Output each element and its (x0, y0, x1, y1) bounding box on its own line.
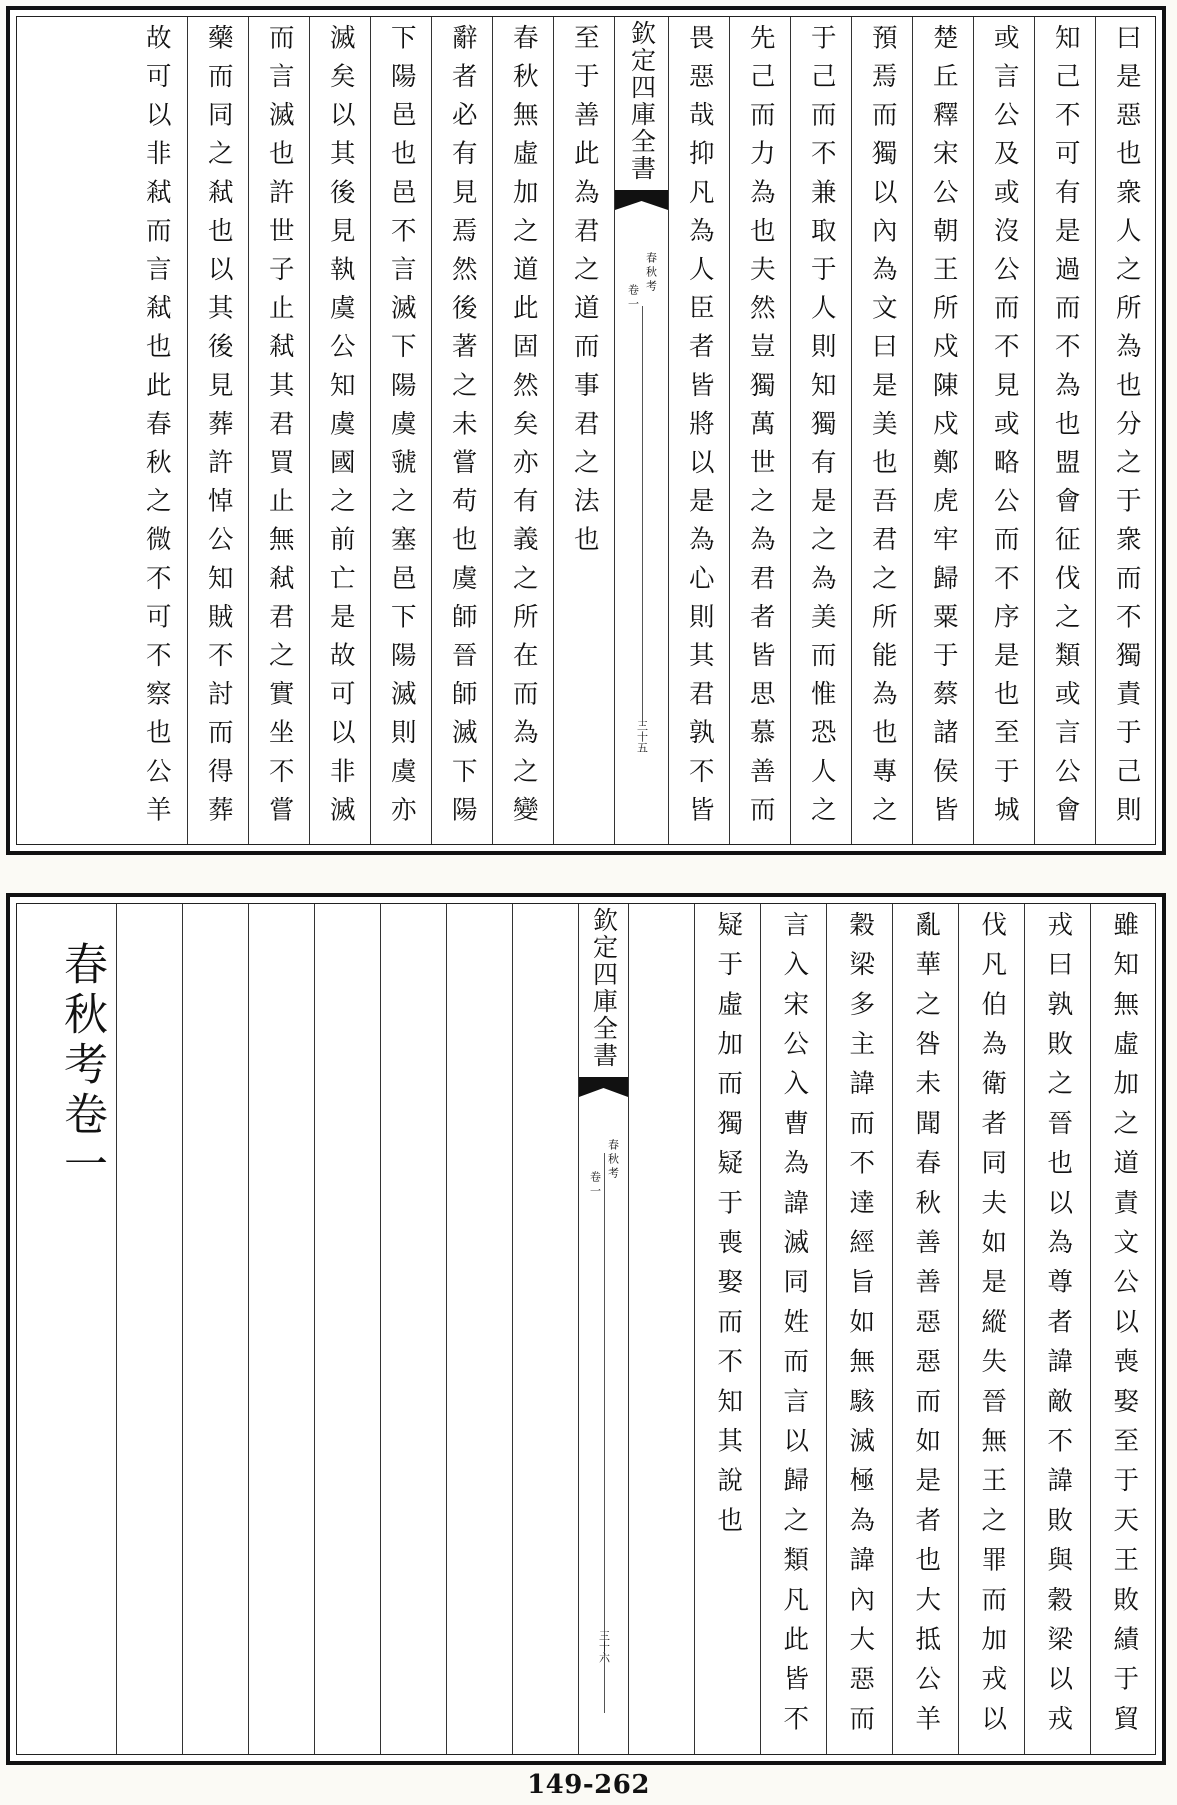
text-column (182, 903, 248, 1755)
text-line: 穀梁多主諱而不達經旨如無駭滅極為諱內大惡而 (845, 911, 876, 1745)
text-column (912, 16, 973, 845)
text-line: 曰是惡也衆人之所為也分之于衆而不獨責于己則 (1111, 24, 1142, 835)
text-line: 亂華之咎未聞春秋善善惡惡而如是者也大抵公羊 (911, 911, 942, 1745)
plate-number: 149-262 (527, 1770, 650, 1800)
text-line: 言入宋公入曹為諱滅同姓而言以歸之類凡此皆不 (779, 911, 810, 1745)
book-title: 欽定四庫全書 (627, 20, 657, 182)
text-column (553, 16, 614, 845)
text-line: 或言公及或沒公而不見或略公而不序是也至于城 (989, 24, 1020, 835)
text-column (512, 903, 578, 1755)
text-column (826, 903, 892, 1755)
juan-label: 卷一 (626, 284, 640, 312)
text-line: 伐凡伯為衛者同夫如是縱失晉無王之罪而加戎以 (977, 911, 1008, 1745)
text-line: 滅矣以其後見執虞公知虞國之前亡是故可以非滅 (325, 24, 356, 835)
text-line: 雖知無虛加之道責文公以喪娶至于天王敗績于貿 (1109, 911, 1140, 1745)
text-column (370, 16, 431, 845)
text-line: 下陽邑也邑不言滅下陽虞虢之塞邑下陽滅則虞亦 (386, 24, 417, 835)
text-column (116, 903, 182, 1755)
top-page-columns (16, 16, 1156, 845)
text-column (694, 903, 760, 1755)
text-line: 春秋無虛加之道此固然矣亦有義之所在而為之變 (508, 24, 539, 835)
text-column (892, 903, 958, 1755)
text-column (1095, 16, 1156, 845)
text-line: 疑于虛加而獨疑于喪娶而不知其說也 (713, 911, 744, 1547)
text-line: 畏惡哉抑凡為人臣者皆將以是為心則其君孰不皆 (684, 24, 715, 835)
volume-title: 春秋考 (606, 1139, 620, 1181)
text-line: 楚丘釋宋公朝王所戍陳戍鄭虎牢歸粟于蔡諸侯皆 (928, 24, 959, 835)
text-column (125, 16, 187, 845)
text-column (1090, 903, 1156, 1755)
center-fold-band (578, 903, 628, 1755)
text-column (790, 16, 851, 845)
band-rule (642, 306, 643, 726)
section-title-column (46, 903, 116, 1755)
text-column (187, 16, 248, 845)
text-column (628, 903, 694, 1755)
text-line: 故可以非弒而言弒也此春秋之微不可不察也公羊 (141, 24, 172, 835)
text-column (431, 16, 492, 845)
text-line: 藥而同之弒也以其後見葬許悼公知賊不討而得葬 (203, 24, 234, 835)
text-column (958, 903, 1024, 1755)
text-column (380, 903, 446, 1755)
text-line: 而言滅也許世子止弒其君買止無弒君之實坐不嘗 (264, 24, 295, 835)
leaf-number: 三十六 (597, 1630, 611, 1663)
text-line: 知己不可有是過而不為也盟會征伐之類或言公會 (1050, 24, 1081, 835)
volume-title: 春秋考 (644, 252, 658, 294)
text-column (309, 16, 370, 845)
text-column (492, 16, 553, 845)
text-line: 戎曰孰敗之晉也以為尊者諱敵不諱敗與穀梁以戎 (1043, 911, 1074, 1745)
volume-label (625, 252, 659, 312)
text-column (314, 903, 380, 1755)
text-column (760, 903, 826, 1755)
text-column (1034, 16, 1095, 845)
bottom-page (6, 893, 1166, 1765)
juan-label: 卷一 (588, 1171, 602, 1199)
book-title: 欽定四庫全書 (589, 907, 619, 1069)
bottom-page-columns (16, 903, 1156, 1755)
text-column (446, 903, 512, 1755)
text-column (248, 903, 314, 1755)
fish-tail-mark (615, 190, 668, 210)
text-column (729, 16, 790, 845)
text-line: 至于善此為君之道而事君之法也 (569, 24, 600, 565)
top-page (6, 6, 1166, 855)
text-column (1024, 903, 1090, 1755)
text-line: 于己而不兼取于人則知獨有是之為美而惟恐人之 (806, 24, 837, 835)
text-column (851, 16, 912, 845)
text-line: 先己而力為也夫然豈獨萬世之為君者皆思慕善而 (745, 24, 776, 835)
center-fold-band (614, 16, 668, 845)
fish-tail-mark (579, 1077, 628, 1097)
band-rule (604, 1153, 605, 1713)
text-column (668, 16, 729, 845)
leaf-number: 三十五 (635, 720, 649, 753)
text-line: 預焉而獨以內為文曰是美也吾君之所能為也專之 (867, 24, 898, 835)
text-line: 辭者必有見焉然後著之未嘗苟也虞師晉師滅下陽 (447, 24, 478, 835)
text-column (248, 16, 309, 845)
text-column (973, 16, 1034, 845)
section-title: 春秋考卷一 (56, 941, 107, 1191)
